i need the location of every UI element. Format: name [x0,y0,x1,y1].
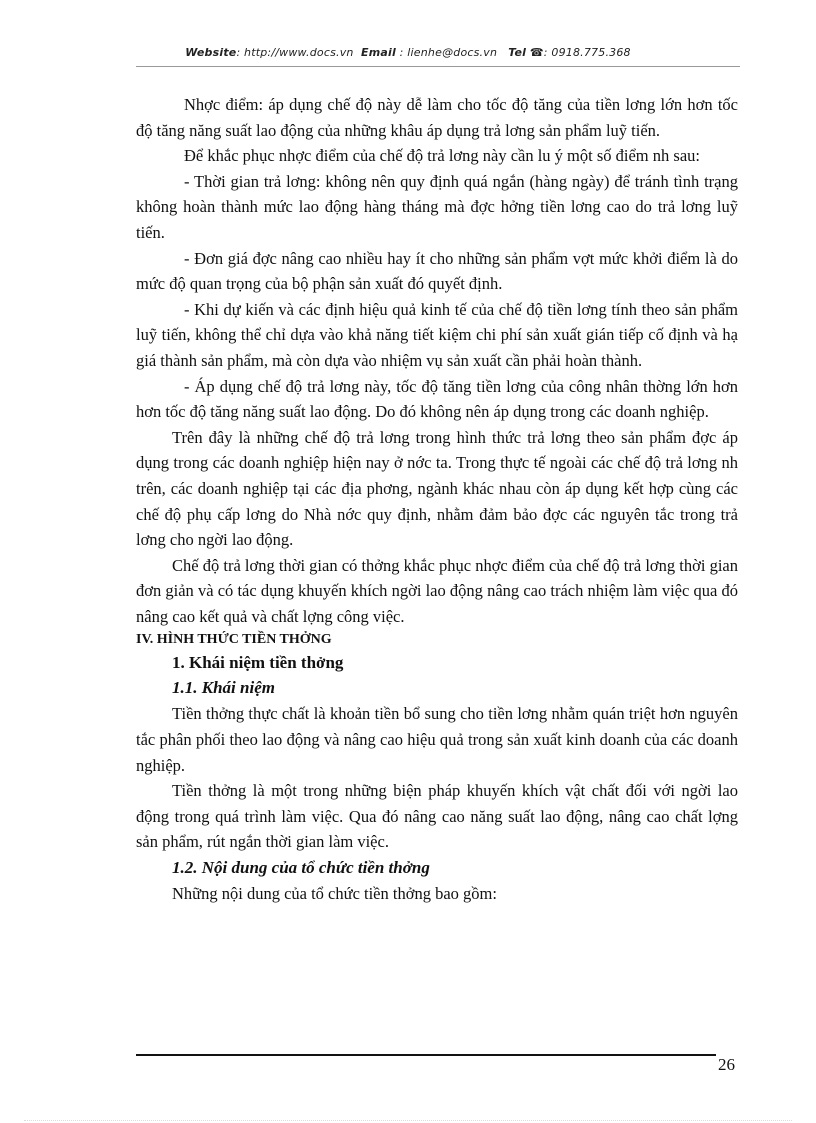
paragraph: - Áp dụng chế độ trả lơng này, tốc độ tăng tiền lơng của công nhân thờng lớn hơn hơn tốc độ tăng năng suất lao động. Do đó không nên áp dụng trong các doanh nghiệp. [136,376,738,422]
telephone-icon: ☎ [529,46,544,59]
paragraph: Tiền thởng thực chất là khoản tiền bổ sung cho tiền lơng nhằm quán triệt hơn nguyên tắc phân phối theo lao động và nâng cao hiệu quả trong sản xuất kinh doanh của các doanh nghiệp. [136,704,738,775]
page-number: 26 [718,1055,735,1074]
subsubsection-heading: 1.1. Khái niệm [172,678,275,698]
paragraph: - Khi dự kiến và các định hiệu quả kinh tế của chế độ tiền lơng tính theo sản phẩm luỹ tiến, không thể chỉ dựa vào khả năng tiết kiệm chi phí sản xuất gián tiếp cố định và hạ giá thành sản phẩm, mà còn dựa vào nhiệm vụ sản xuất cần phải hoàn thành. [136,299,738,370]
page-header [0,46,816,59]
email-label: Email [361,46,396,59]
paragraph: Chế độ trả lơng thời gian có thởng khắc phục nhợc điểm của chế độ trả lơng thời gian đơn giản và có tác dụng khuyến khích ngời lao động nâng cao trách nhiệm làm việc qua đó nâng cao kết quả và chất lợng công việc. [136,555,738,626]
paragraph: - Đơn giá đợc nâng cao nhiều hay ít cho những sản phẩm vợt mức khởi điểm là do mức độ quan trọng của bộ phận sản xuất đó quyết định. [136,248,738,294]
paragraph: Nhợc điểm: áp dụng chế độ này dễ làm cho tốc độ tăng của tiền lơng lớn hơn tốc độ tăng năng suất lao động của những khâu áp dụng trả lơng sản phẩm luỹ tiến. [136,95,738,140]
paragraph: Trên đây là những chế độ trả lơng trong hình thức trả lơng theo sản phẩm đợc áp dụng trong các doanh nghiệp hiện nay ở nớc ta. Trong thực tế ngoài các chế độ trả lơng nh trên, các doanh nghiệp tại các địa phơng, ngành khác nhau còn áp dụng kết hợp cùng các chế độ phụ cấp lơng do Nhà nớc quy định, nhằm đảm bảo đợc các nguyên tắc trong trả lơng cho ngời lao động. [136,427,738,550]
subsection-heading: 1. Khái niệm tiền thởng [172,653,344,673]
email-value: : lienhe@docs.vn [399,46,498,59]
website-value: : http://www.docs.vn [236,46,354,59]
document-body [136,92,738,907]
tel-label: Tel [508,46,527,59]
footer-divider [136,1054,716,1056]
page-edge [24,1120,792,1121]
section-heading: IV. HÌNH THỨC TIỀN THỞNG [136,632,332,648]
header-divider [136,66,740,67]
paragraph: Tiền thởng là một trong những biện pháp khuyến khích vật chất đối với ngời lao động trong quá trình làm việc. Qua đó nâng cao năng suất lao động, nâng cao chất lợng sản phẩm, rút ngắn thời gian làm việc. [136,781,738,852]
subsubsection-heading: 1.2. Nội dung của tổ chức tiền thởng [172,858,430,878]
paragraph: Những nội dung của tổ chức tiền thởng bao gồm: [172,884,497,904]
tel-value: : 0918.775.368 [543,46,631,59]
website-label: Website [185,46,237,59]
paragraph: Để khắc phục nhợc điểm của chế độ trả lơng này cần lu ý một số điểm nh sau: [184,146,700,166]
paragraph: - Thời gian trả lơng: không nên quy định quá ngắn (hàng ngày) để tránh tình trạng không hoàn thành mức lao động hàng tháng mà đợc hởng tiền lơng cao do trả lơng luỹ tiến. [136,171,738,242]
